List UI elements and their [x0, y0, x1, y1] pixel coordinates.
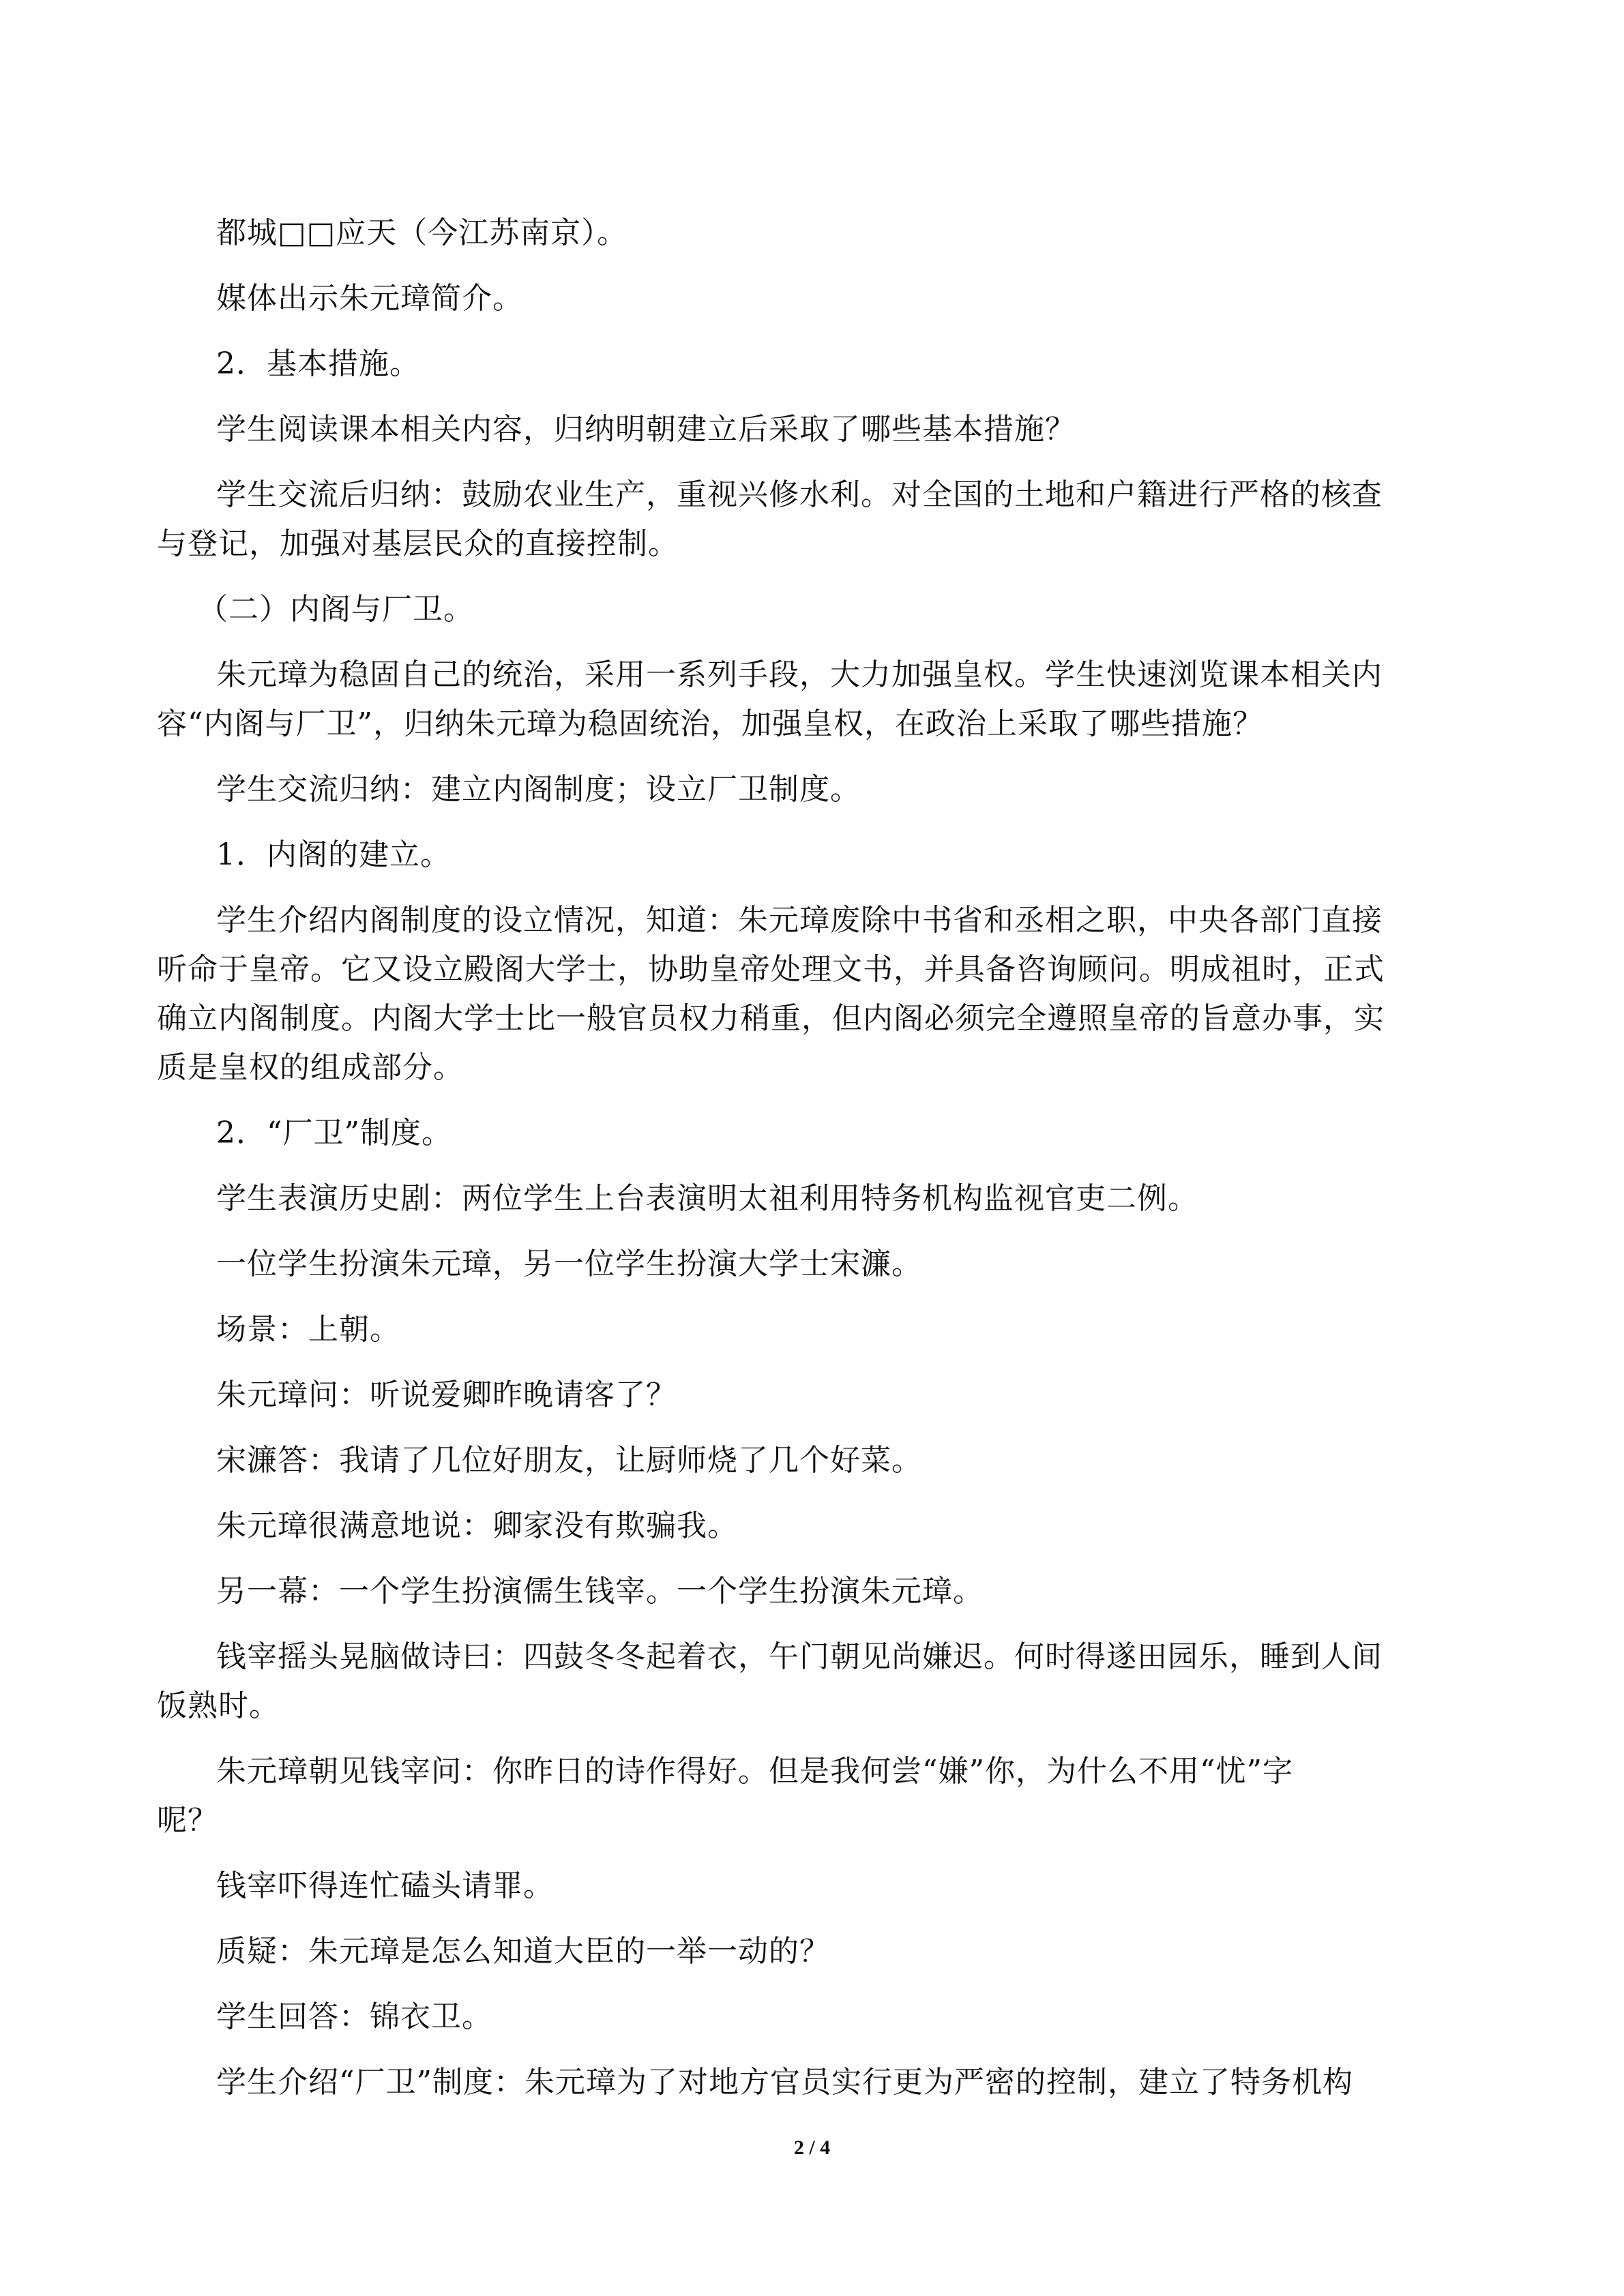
paragraph-line: 学生交流归纳：建立内阁制度；设立厂卫制度。 [216, 772, 861, 807]
paragraph-line: 钱宰摇头晃脑做诗曰：四鼓冬冬起着衣，午门朝见尚嫌迟。何时得遂田园乐，睡到人间 [216, 1639, 1383, 1674]
paragraph-line: 宋濂答：我请了几位好朋友，让厨师烧了几个好菜。 [216, 1443, 922, 1478]
paragraph-line: 与登记，加强对基层民众的直接控制。 [157, 526, 679, 561]
paragraph-line: 媒体出示朱元璋简介。 [216, 281, 523, 316]
paragraph-line: 学生介绍内阁制度的设立情况，知道：朱元璋废除中书省和丞相之职，中央各部门直接 [216, 903, 1383, 938]
paragraph-line: 朱元璋朝见钱宰问：你昨日的诗作得好。但是我何尝“嫌”你，为什么不用“忧”字 [216, 1754, 1293, 1789]
paragraph-line: 饭熟时。 [157, 1688, 280, 1723]
paragraph-line: 2．基本措施。 [216, 346, 420, 381]
paragraph-line: 一位学生扮演朱元璋，另一位学生扮演大学士宋濂。 [216, 1247, 922, 1281]
paragraph-line: 学生交流后归纳：鼓励农业生产，重视兴修水利。对全国的土地和户籍进行严格的核查 [216, 477, 1383, 512]
paragraph-line: 朱元璋问：听说爱卿昨晚请客了？ [216, 1377, 677, 1412]
paragraph-line: 质是皇权的组成部分。 [157, 1050, 464, 1085]
paragraph-line: 学生表演历史剧：两位学生上台表演明太祖利用特务机构监视官吏二例。 [216, 1181, 1198, 1216]
paragraph-line: 确立内阁制度。内阁大学士比一般官员权力稍重，但内阁必须完全遵照皇帝的旨意办事，实 [157, 1001, 1385, 1036]
paragraph-line: 学生介绍“厂卫”制度：朱元璋为了对地方官员实行更为严密的控制，建立了特务机构 [216, 2065, 1353, 2100]
paragraph-line: 学生阅读课本相关内容，归纳明朝建立后采取了哪些基本措施？ [216, 412, 1076, 447]
page-number: 2 / 4 [793, 2136, 831, 2159]
paragraph-line: 听命于皇帝。它又设立殿阁大学士，协助皇帝处理文书，并具备咨询顾问。明成祖时，正式 [157, 952, 1385, 987]
subheading-line: 1．内阁的建立。 [216, 837, 451, 872]
paragraph-line: 场景：上朝。 [216, 1312, 400, 1347]
paragraph-line: 都城□□应天（今江苏南京）。 [216, 215, 628, 250]
paragraph-line: 钱宰吓得连忙磕头请罪。 [216, 1868, 554, 1903]
paragraph-line: 朱元璋为稳固自己的统治，采用一系列手段，大力加强皇权。学生快速浏览课本相关内 [216, 657, 1383, 692]
section-heading: （二）内阁与厂卫。 [198, 592, 474, 627]
paragraph-line: 质疑：朱元璋是怎么知道大臣的一举一动的？ [216, 1934, 830, 1969]
paragraph-line: 朱元璋很满意地说：卿家没有欺骗我。 [216, 1508, 738, 1543]
paragraph-line: 容“内阁与厂卫”，归纳朱元璋为稳固统治，加强皇权，在政治上采取了哪些措施？ [157, 706, 1263, 741]
subheading-line: 2．“厂卫”制度。 [216, 1116, 452, 1150]
paragraph-line: 另一幕：一个学生扮演儒生钱宰。一个学生扮演朱元璋。 [216, 1574, 984, 1609]
paragraph-line: 呢？ [157, 1803, 218, 1838]
paragraph-line: 学生回答：锦衣卫。 [216, 1999, 492, 2034]
